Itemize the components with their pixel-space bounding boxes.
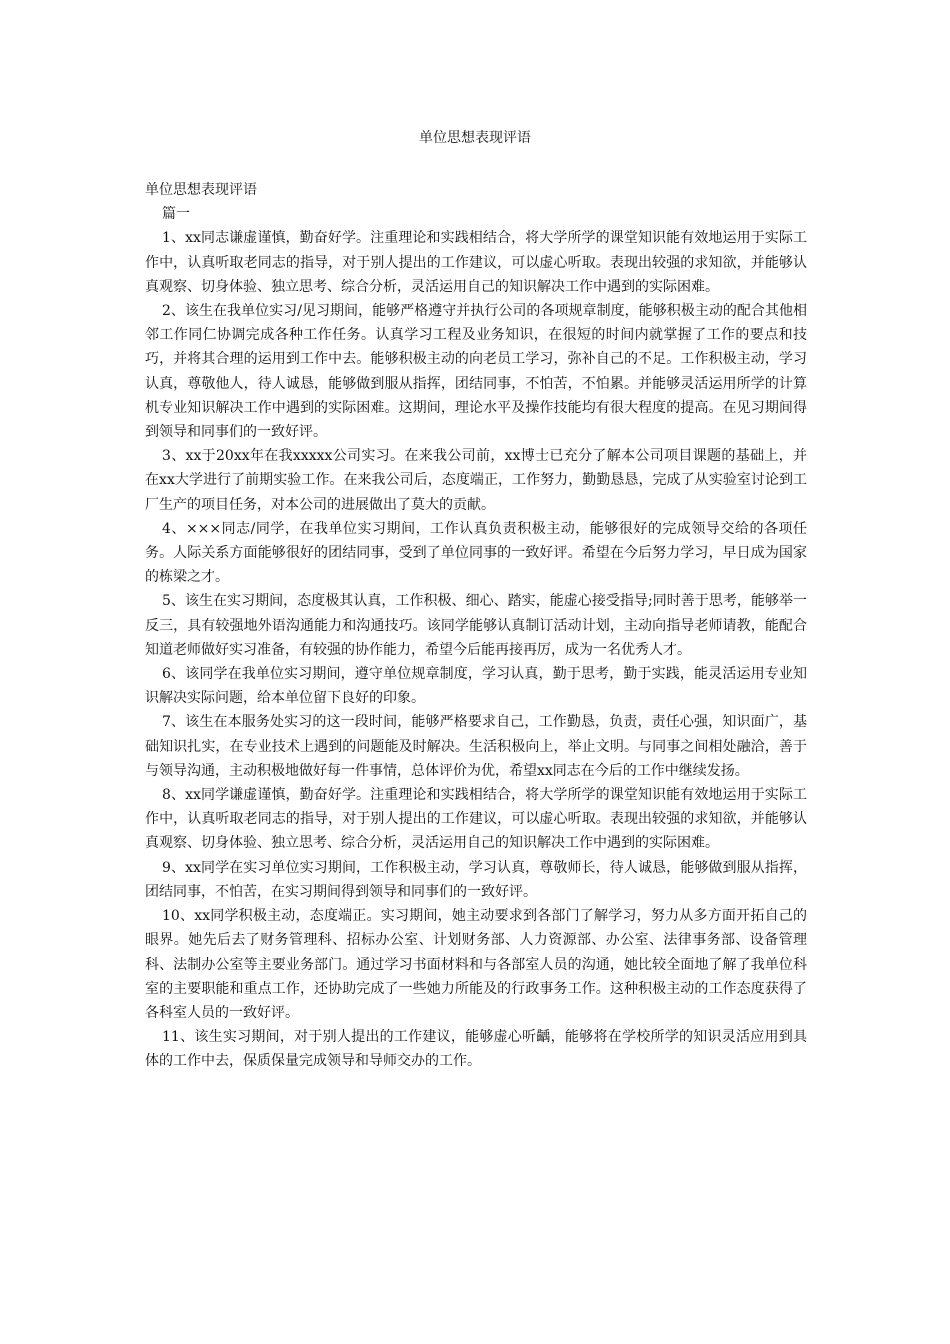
paragraph-8: 8、xx同学谦虚谨慎，勤奋好学。注重理论和实践相结合，将大学所学的课堂知识能有效地运用于实际工作中，认真听取老同志的指导，对于别人提出的工作建议，可以虚心听取。表现出较强的求知欲，并能够认真观察、切身体验、独立思考、综合分析，灵活运用自己的知识解决工作中遇到的实际困难。 (145, 787, 807, 852)
paragraph-3: 3、xx于20xx年在我xxxxx公司实习。在来我公司前，xx博士已充分了解本公司项目课题的基础上，并在xx大学进行了前期实验工作。在来我公司后，态度端正，工作努力，勤勤恳恳，完成了从实验室讨论到工厂生产的项目任务，对本公司的进展做出了莫大的贡献。 (145, 448, 807, 513)
section-label: 篇一 (162, 206, 190, 223)
paragraph-5: 5、该生在实习期间，态度极其认真，工作积极、细心、踏实，能虚心接受指导;同时善于思考，能够举一反三，具有较强地外语沟通能力和沟通技巧。该同学能够认真制订活动计划，主动向指导老师请教，能配合知道老师做好实习准备，有较强的协作能力，希望今后能再接再厉，成为一名优秀人才。 (145, 593, 807, 658)
paragraph-1: 1、xx同志谦虚谨慎，勤奋好学。注重理论和实践相结合，将大学所学的课堂知识能有效地运用于实际工作中，认真听取老同志的指导，对于别人提出的工作建议，可以虚心听取。表现出较强的求知欲，并能够认真观察、切身体验、独立思考、综合分析，灵活运用自己的知识解决工作中遇到的实际困难。 (145, 230, 807, 295)
paragraph-7: 7、该生在本服务处实习的这一段时间，能够严格要求自己，工作勤恳，负责，责任心强，知识面广，基础知识扎实，在专业技术上遇到的问题能及时解决。生活积极向上，举止文明。与同事之间相处融洽，善于与领导沟通，主动积极地做好每一件事情，总体评价为优，希望xx同志在今后的工作中继续发扬。 (145, 714, 807, 779)
paragraph-6: 6、该同学在我单位实习期间，遵守单位规章制度，学习认真，勤于思考，勤于实践，能灵活运用专业知识解决实际问题，给本单位留下良好的印象。 (145, 666, 807, 707)
paragraph-4: 4、×××同志/同学，在我单位实习期间，工作认真负责积极主动，能够很好的完成领导交给的各项任务。人际关系方面能够很好的团结同事，受到了单位同事的一致好评。希望在今后努力学习，早日成为国家的栋梁之才。 (145, 520, 807, 586)
paragraph-11: 11、该生实习期间，对于别人提出的工作建议，能够虚心听齲，能够将在学校所学的知识灵活应用到具体的工作中去，保质保量完成领导和导师交办的工作。 (145, 1029, 807, 1070)
document-subtitle: 单位思想表现评语 (145, 182, 257, 198)
document-title: 单位思想表现评语 (419, 130, 531, 146)
paragraph-9: 9、xx同学在实习单位实习期间，工作积极主动，学习认真，尊敬师长，待人诚恳，能够做到服从指挥，团结同事，不怕苦，在实习期间得到领导和同事们的一致好评。 (145, 859, 807, 900)
paragraph-10: 10、xx同学积极主动，态度端正。实习期间，她主动要求到各部门了解学习，努力从多方面开拓自己的眼界。她先后去了财务管理科、招标办公室、计划财务部、人力资源部、办公室、法律事务部、设备管理科、法制办公室等主要业务部门。通过学习书面材料和与各部室人员的沟通，她比较全面地了解了我单位科室的主要职能和重点工作，还协助完成了一些她力所能及的行政事务工作。这种积极主动的工作态度获得了各科室人员的一致好评。 (145, 908, 807, 1021)
document-body (145, 178, 807, 1074)
paragraph-2: 2、该生在我单位实习/见习期间，能够严格遵守并执行公司的各项规章制度，能够积极主动的配合其他相邻工作同仁协调完成各种工作任务。认真学习工程及业务知识，在很短的时间内就掌握了工作的要点和技巧，并将其合理的运用到工作中去。能够积极主动的向老员工学习，弥补自己的不足。工作积极主动，学习认真，尊敬他人，待人诚恳，能够做到服从指挥，团结同事，不怕苦，不怕累。并能够灵活运用所学的计算机专业知识解决工作中遇到的实际困难。这期间，理论水平及操作技能均有很大程度的提高。在见习期间得到领导和同事们的一致好评。 (145, 303, 807, 441)
